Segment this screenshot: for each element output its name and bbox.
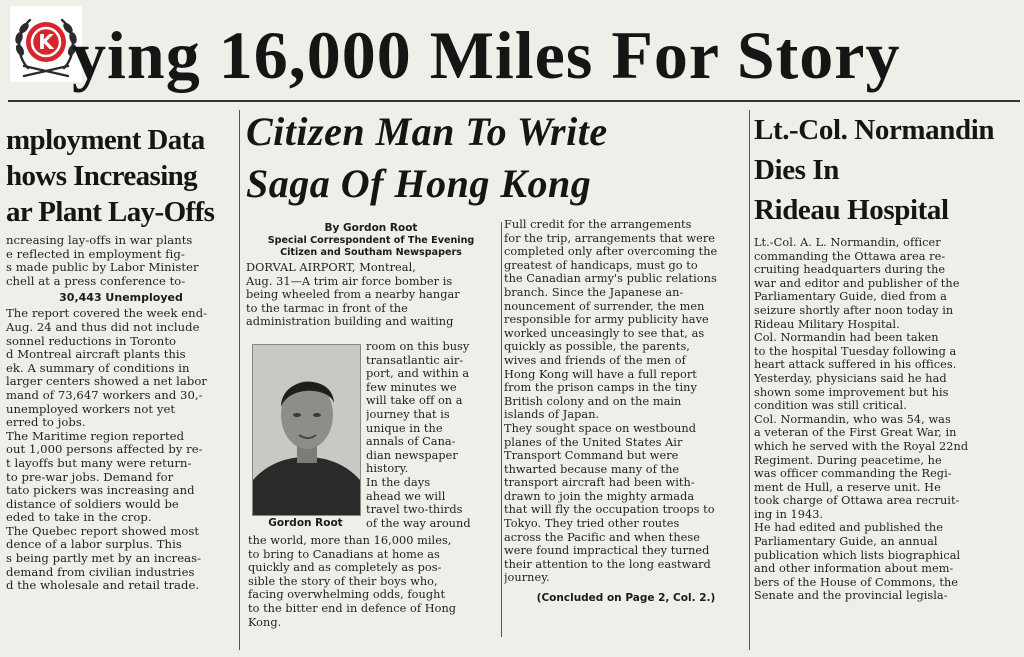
text-line: drawn to join the mighty armada <box>504 489 695 503</box>
text-line: which he served with the Royal 22nd <box>754 439 969 453</box>
headline-line: Saga Of Hong Kong <box>246 161 592 206</box>
text-line: to the hospital Tuesday following a <box>754 344 957 358</box>
text-line: took charge of Ottawa area recruit- <box>754 494 960 508</box>
text-line: history. <box>366 462 409 476</box>
text-line: erred to jobs. <box>6 415 86 430</box>
text-line: few minutes we <box>366 380 457 394</box>
headline-line: ar Plant Lay-Offs <box>6 196 215 228</box>
text-line: Lt.-Col. A. L. Normandin, officer <box>754 236 941 249</box>
text-line: publication which lists biographical <box>754 548 961 562</box>
text-line: larger centers showed a net labor <box>6 374 207 389</box>
text-line: Transport Command but were <box>504 449 679 463</box>
text-line: heart attack suffered in his offices. <box>754 358 957 372</box>
byline: By Gordon Root <box>324 222 418 234</box>
middle-subcolumn-divider <box>501 222 502 637</box>
right-article <box>754 110 1016 655</box>
text-line: Col. Normandin had been taken <box>754 331 939 345</box>
text-line: Aug. 24 and thus did not include <box>6 319 200 334</box>
left-subhead: 30,443 Unemployed <box>59 291 183 305</box>
logo-letter: K <box>38 30 54 54</box>
text-line: to the tarmac in front of the <box>246 301 408 315</box>
text-line: ment de Hull, a reserve unit. He <box>754 480 941 494</box>
text-line: d Montreal aircraft plants this <box>6 347 186 362</box>
text-line: Tokyo. They tried other routes <box>504 517 680 531</box>
text-line: ncreasing lay-offs in war plants <box>6 233 193 247</box>
middle-under-photo <box>248 534 500 634</box>
text-line: DORVAL AIRPORT, Montreal, <box>246 261 416 274</box>
portrait-photo <box>252 344 361 516</box>
text-line: room on this busy <box>366 340 470 353</box>
text-line: port, and within a <box>366 367 470 381</box>
text-line: islands of Japan. <box>504 408 600 422</box>
left-headline <box>6 122 236 230</box>
text-line: Senate and the provincial legisla- <box>754 589 948 603</box>
left-body-b <box>6 307 236 592</box>
column-divider-right <box>749 110 750 650</box>
text-line: Parliamentary Guide, died from a <box>754 290 947 304</box>
text-line: mand of 73,647 workers and 30,- <box>6 387 203 402</box>
text-line: and other information about mem- <box>754 562 954 576</box>
left-article <box>6 122 236 652</box>
text-line: their attention to the long eastward <box>504 557 711 571</box>
continued-note: (Concluded on Page 2, Col. 2.) <box>536 592 716 605</box>
text-line: t layoffs but many were return- <box>6 455 192 470</box>
text-line: dian newspaper <box>366 448 458 462</box>
text-line: across the Pacific and when these <box>504 530 700 544</box>
text-line: the world, more than 16,000 miles, <box>248 534 452 547</box>
text-line: the Canadian army's public relations <box>504 272 717 286</box>
portrait-image <box>253 345 360 515</box>
text-line: quickly and as completely as pos- <box>248 561 442 575</box>
text-line: ahead we will <box>366 489 446 503</box>
text-line: journey that is <box>366 407 450 421</box>
text-line: from the prison camps in the tiny <box>504 381 697 395</box>
text-line: shown some improvement but his <box>754 385 949 399</box>
middle-beside-photo <box>366 340 498 536</box>
middle-byline-block <box>246 222 496 346</box>
text-line: administration building and waiting <box>246 315 454 329</box>
right-headline <box>754 110 1016 230</box>
text-line: planes of the United States Air <box>504 435 683 449</box>
text-line: were found impractical they turned <box>504 544 710 558</box>
text-line: for the trip, arrangements that were <box>504 231 716 245</box>
text-line: to pre-war jobs. Demand for <box>6 469 174 484</box>
text-line: that will fly the occupation troops to <box>504 503 715 517</box>
text-line: to the bitter end in defence of Hong <box>248 601 457 615</box>
headline-line: mployment Data <box>6 124 205 156</box>
banner-divider <box>8 100 1020 102</box>
text-line: ing in 1943. <box>754 507 824 521</box>
text-line: responsible for army publicity have <box>504 313 709 327</box>
text-line: unique in the <box>366 421 443 435</box>
byline-credit: Special Correspondent of The Evening <box>267 235 475 246</box>
text-line: Regiment. During peacetime, he <box>754 453 942 467</box>
text-line: bers of the House of Commons, the <box>754 575 959 589</box>
text-line: Col. Normandin, who was 54, was <box>754 412 951 426</box>
text-line: sible the story of their boys who, <box>248 574 438 588</box>
column-divider-left <box>239 110 240 650</box>
text-line: to bring to Canadians at home as <box>248 547 440 561</box>
text-line: worked unceasingly to see that, as <box>504 326 705 340</box>
text-line: The report covered the week end- <box>6 306 208 321</box>
text-line: He had edited and published the <box>754 521 943 535</box>
text-line: In the days <box>366 475 431 489</box>
text-line: was officer commanding the Regi- <box>754 467 952 481</box>
text-line: distance of soldiers would be <box>6 496 179 511</box>
text-line: unemployed workers not yet <box>6 401 176 416</box>
text-line: being wheeled from a nearby hangar <box>246 288 460 302</box>
middle-second-column <box>504 218 748 638</box>
text-line: The Maritime region reported <box>6 428 185 443</box>
text-line: d the wholesale and retail trade. <box>6 578 200 593</box>
banner-headline: ying 16,000 Miles For Story <box>72 17 901 93</box>
text-line: completed only after overcoming the <box>504 245 718 259</box>
text-line: war and editor and publisher of the <box>754 276 960 290</box>
text-line: tato pickers was increasing and <box>6 483 195 498</box>
text-line: journey. <box>504 571 550 585</box>
text-line: thwarted because many of the <box>504 462 680 476</box>
text-line: cruiting headquarters during the <box>754 263 946 277</box>
text-line: branch. Since the Japanese an- <box>504 285 684 299</box>
text-line: Hong Kong will have a full report <box>504 367 697 381</box>
text-line: The Quebec report showed most <box>6 523 200 538</box>
right-body <box>754 236 1016 603</box>
text-line: transatlantic air- <box>366 353 464 367</box>
text-line: transport aircraft had been with- <box>504 476 695 490</box>
text-line: Kong. <box>248 615 282 629</box>
text-line: demand from civilian industries <box>6 564 195 579</box>
text-line: seizure shortly after noon today in <box>754 303 954 317</box>
byline-credit: Citizen and Southam Newspapers <box>280 247 462 258</box>
left-body-a <box>6 234 236 288</box>
text-line: e reflected in employment fig- <box>6 246 185 261</box>
middle-headline <box>246 106 744 222</box>
text-line: Rideau Military Hospital. <box>754 317 900 331</box>
text-line: nouncement of surrender, the men <box>504 299 705 313</box>
headline-line: hows Increasing <box>6 160 198 192</box>
headline-line: Citizen Man To Write <box>246 109 608 154</box>
text-line: Yesterday, physicians said he had <box>754 371 947 385</box>
text-line: Full credit for the arrangements <box>504 218 692 231</box>
headline-line: Dies In <box>754 154 840 186</box>
text-line: They sought space on westbound <box>504 421 697 435</box>
text-line: a veteran of the First Great War, in <box>754 426 957 440</box>
text-line: s made public by Labor Minister <box>6 260 199 275</box>
text-line: annals of Cana- <box>366 435 456 449</box>
text-line: eded to take in the crop. <box>6 510 152 525</box>
text-line: Parliamentary Guide, an annual <box>754 535 938 549</box>
headline-line: Lt.-Col. Normandin <box>754 114 995 146</box>
text-line: s being partly met by an increas- <box>6 551 202 566</box>
text-line: travel two-thirds <box>366 503 463 517</box>
text-line: chell at a press conference to- <box>6 273 186 288</box>
text-line: British colony and on the main <box>504 394 682 408</box>
photo-caption: Gordon Root <box>268 517 343 529</box>
text-line: condition was still critical. <box>754 399 907 413</box>
headline-line: Rideau Hospital <box>754 194 949 226</box>
text-line: out 1,000 persons affected by re- <box>6 442 203 457</box>
text-line: greatest of handicaps, must go to <box>504 258 698 272</box>
text-line: will take off on a <box>366 394 463 408</box>
text-line: facing overwhelming odds, fought <box>248 588 446 602</box>
text-line: sonnel reductions in Toronto <box>6 333 177 348</box>
text-line: quickly as possible, the parents, <box>504 340 690 354</box>
text-line: commanding the Ottawa area re- <box>754 249 946 263</box>
text-line: of the way around <box>366 516 471 530</box>
text-line: ek. A summary of conditions in <box>6 360 190 375</box>
text-line: Aug. 31—A trim air force bomber is <box>246 274 453 288</box>
middle-lead <box>246 261 496 329</box>
text-line: dence of a labor surplus. This <box>6 537 182 552</box>
text-line: wives and friends of the men of <box>504 353 686 367</box>
